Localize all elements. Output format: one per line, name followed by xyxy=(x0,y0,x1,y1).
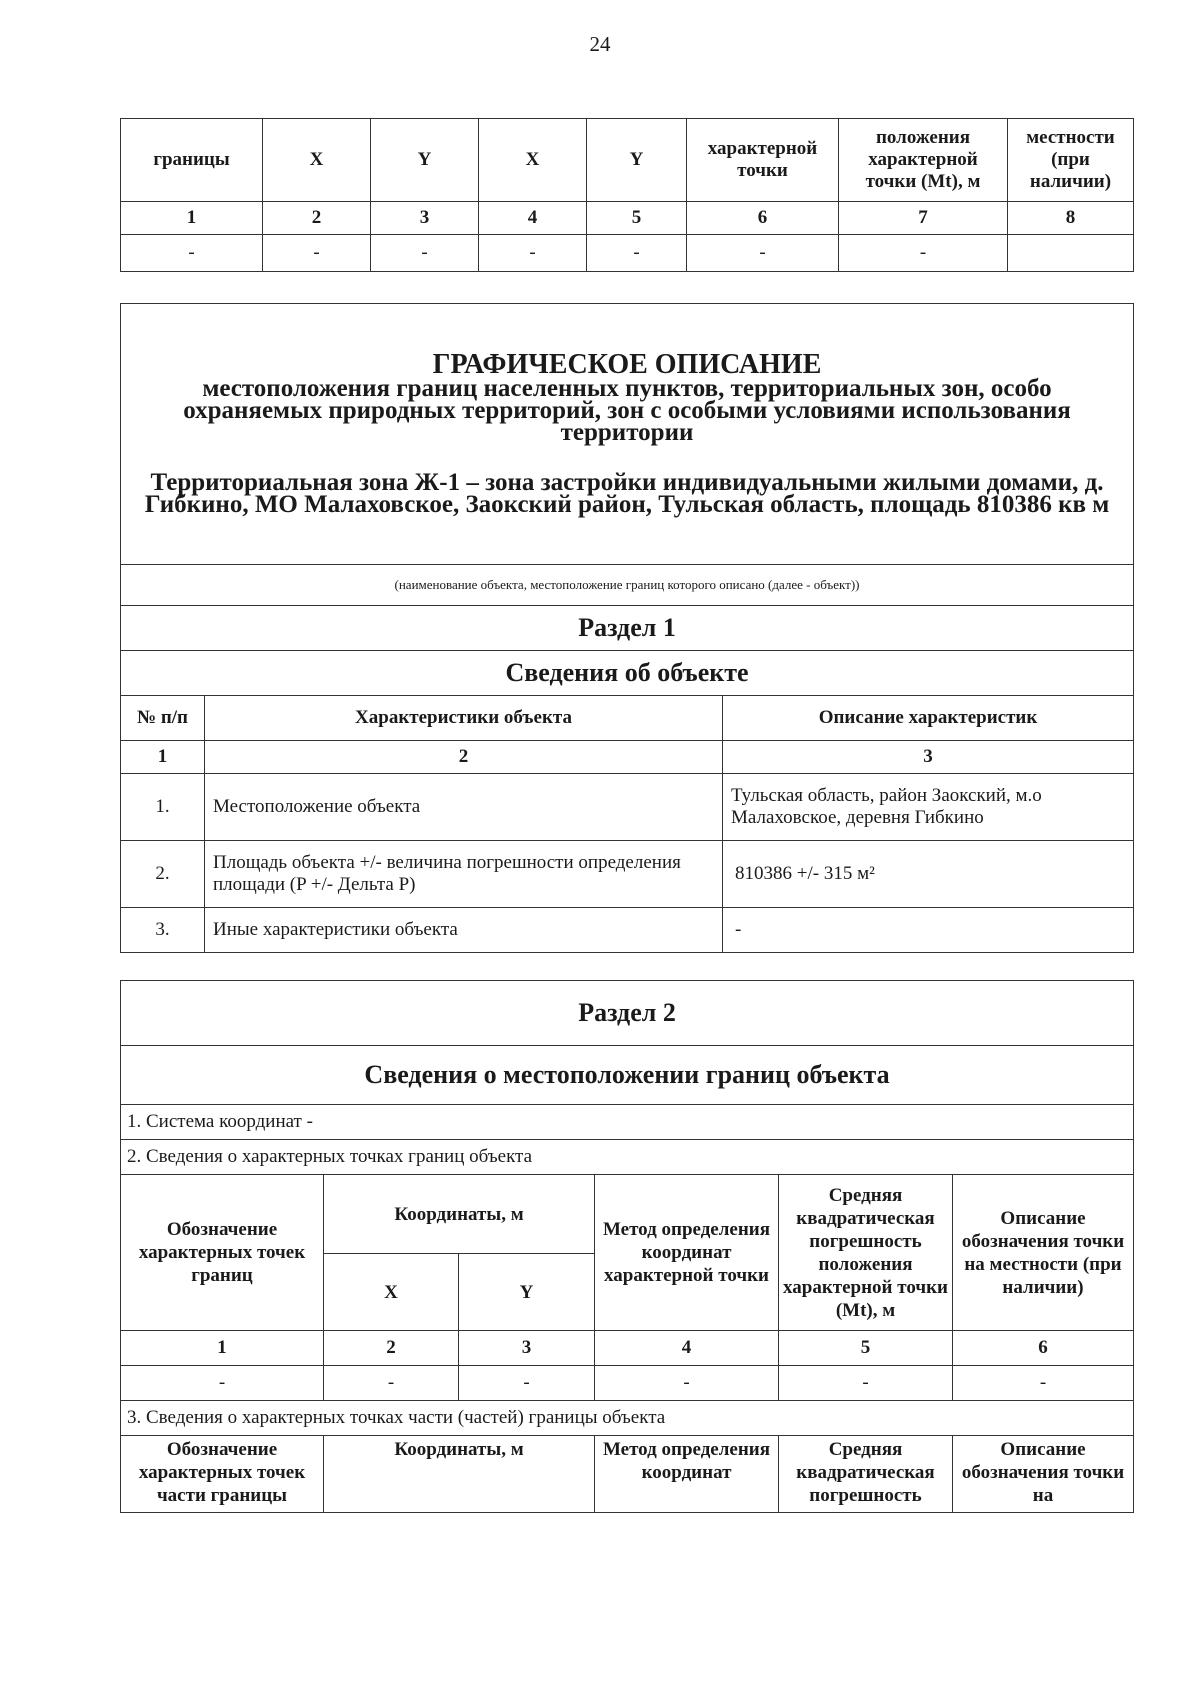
column-number: 4 xyxy=(479,202,587,235)
column-number: 2 xyxy=(263,202,371,235)
column-number: 6 xyxy=(953,1331,1134,1366)
data-cell: - xyxy=(324,1366,459,1401)
column-number: 2 xyxy=(205,741,723,774)
section-2-title: Раздел 2 xyxy=(121,981,1134,1046)
column-number: 5 xyxy=(779,1331,953,1366)
data-cell: - xyxy=(839,235,1008,272)
error-header: Средняя квадратическая погрешность положения характерной точки (Mt), м xyxy=(779,1175,953,1331)
characteristic-cell: Площадь объекта +/- величина погрешности определения площади (P +/- Дельта P) xyxy=(205,841,723,908)
characteristic-cell: Иные характеристики объекта xyxy=(205,908,723,953)
top-continuation-table xyxy=(120,118,1134,272)
points-section-label: 2. Сведения о характерных точках границ объекта xyxy=(121,1140,1134,1175)
description-cell: 810386 +/- 315 м² xyxy=(723,841,1134,908)
column-number: 3 xyxy=(371,202,479,235)
header-cell: Y xyxy=(587,119,687,202)
header-cell: положения характерной точки (Mt), м xyxy=(839,119,1008,202)
method-header: Метод определения координат характерной точки xyxy=(595,1175,779,1331)
parts-coordinates-header: Координаты, м xyxy=(324,1436,595,1513)
data-cell: - xyxy=(121,1366,324,1401)
document-title: ГРАФИЧЕСКОЕ ОПИСАНИЕ xyxy=(432,349,822,380)
table-row xyxy=(121,841,1134,908)
data-cell: - xyxy=(459,1366,595,1401)
header-cell: Y xyxy=(371,119,479,202)
header-cell: Характеристики объекта xyxy=(205,696,723,741)
section-1-title: Раздел 1 xyxy=(121,606,1134,651)
description-cell: - xyxy=(723,908,1134,953)
data-cell: - xyxy=(779,1366,953,1401)
object-name-note: (наименование объекта, местоположение границ которого описано (далее - объект)) xyxy=(121,565,1134,606)
column-number: 3 xyxy=(723,741,1134,774)
y-header: Y xyxy=(459,1254,595,1331)
column-number: 4 xyxy=(595,1331,779,1366)
header-cell: X xyxy=(263,119,371,202)
row-number: 3. xyxy=(121,908,205,953)
zone-description: Территориальная зона Ж-1 – зона застройки индивидуальными жилыми домами, д. Гибкино, МО Малаховское, Заокский район, Тульская область, площадь 810386 кв м xyxy=(144,469,1110,518)
header-cell: № п/п xyxy=(121,696,205,741)
data-cell: - xyxy=(587,235,687,272)
data-cell: - xyxy=(953,1366,1134,1401)
row-number: 1. xyxy=(121,774,205,841)
parts-description-header: Описание обозначения точки на xyxy=(953,1436,1134,1513)
column-number: 2 xyxy=(324,1331,459,1366)
column-number: 1 xyxy=(121,1331,324,1366)
table-row xyxy=(121,774,1134,841)
section-1-subtitle: Сведения об объекте xyxy=(121,651,1134,696)
header-cell: характерной точки xyxy=(687,119,839,202)
column-number: 8 xyxy=(1008,202,1134,235)
column-number: 7 xyxy=(839,202,1008,235)
description-cell: Тульская область, район Заокский, м.о Малаховское, деревня Гибкино xyxy=(723,774,1134,841)
column-number: 1 xyxy=(121,202,263,235)
column-number: 1 xyxy=(121,741,205,774)
page-number: 24 xyxy=(589,32,611,56)
table-row xyxy=(121,908,1134,953)
data-cell: - xyxy=(371,235,479,272)
header-cell: границы xyxy=(121,119,263,202)
header-cell: Описание характеристик xyxy=(723,696,1134,741)
designation-header: Обозначение характерных точек границ xyxy=(121,1175,324,1331)
coordinate-system: 1. Система координат - xyxy=(121,1105,1134,1140)
coordinates-header: Координаты, м xyxy=(324,1175,595,1254)
boundary-points-table xyxy=(120,980,1134,1513)
graphic-description-block xyxy=(121,304,1134,565)
parts-error-header: Средняя квадратическая погрешность xyxy=(779,1436,953,1513)
data-cell xyxy=(1008,235,1134,272)
column-number: 5 xyxy=(587,202,687,235)
header-cell: X xyxy=(479,119,587,202)
x-header: X xyxy=(324,1254,459,1331)
parts-method-header: Метод определения координат xyxy=(595,1436,779,1513)
document-subtitle: местоположения границ населенных пунктов, территориальных зон, особо охраняемых природных территорий, зон с особыми условиями использования территории xyxy=(183,375,1071,446)
data-cell: - xyxy=(263,235,371,272)
data-cell: - xyxy=(479,235,587,272)
section-2-subtitle: Сведения о местоположении границ объекта xyxy=(121,1046,1134,1105)
column-number: 3 xyxy=(459,1331,595,1366)
object-info-table xyxy=(120,303,1134,953)
data-cell: - xyxy=(687,235,839,272)
parts-section-label: 3. Сведения о характерных точках части (частей) границы объекта xyxy=(121,1401,1134,1436)
description-header: Описание обозначения точки на местности (при наличии) xyxy=(953,1175,1134,1331)
data-cell: - xyxy=(121,235,263,272)
parts-designation-header: Обозначение характерных точек части границы xyxy=(121,1436,324,1513)
characteristic-cell: Местоположение объекта xyxy=(205,774,723,841)
column-number: 6 xyxy=(687,202,839,235)
data-cell: - xyxy=(595,1366,779,1401)
row-number: 2. xyxy=(121,841,205,908)
header-cell: местности (при наличии) xyxy=(1008,119,1134,202)
